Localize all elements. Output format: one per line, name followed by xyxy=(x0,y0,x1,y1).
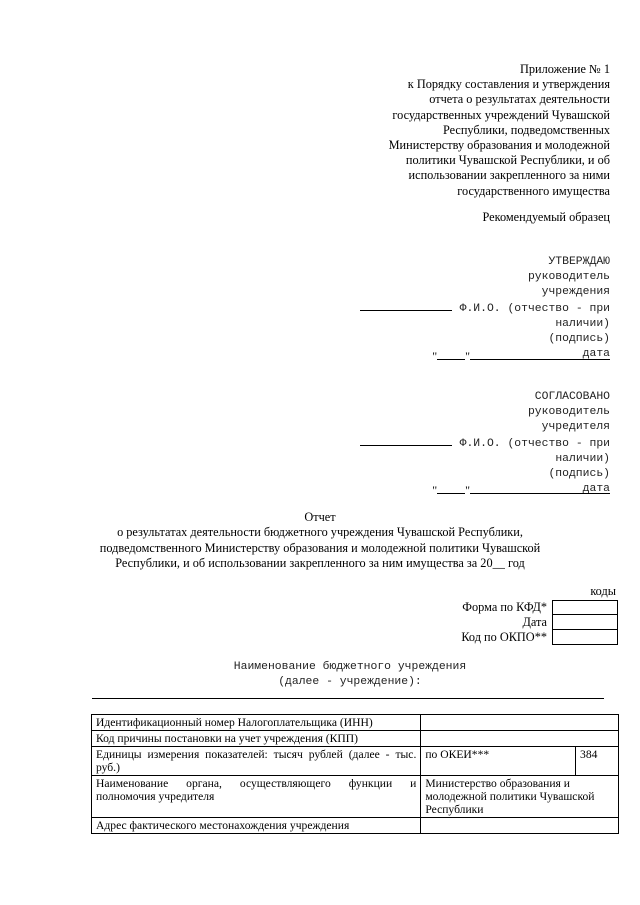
appendix-line: Приложение № 1 xyxy=(519,62,610,76)
okei-label: по ОКЕИ*** xyxy=(421,747,576,776)
approve-block xyxy=(310,255,610,362)
founder-label: Наименование органа, осуществляющего функции и полномочия учредителя xyxy=(92,776,421,818)
inn-value[interactable] xyxy=(421,715,619,731)
okei-code: 384 xyxy=(576,747,619,776)
address-label: Адрес фактического местонахождения учреждения xyxy=(92,818,421,834)
code-label: Дата xyxy=(522,614,547,629)
code-box[interactable] xyxy=(552,630,618,645)
institution-info-table xyxy=(91,714,619,834)
report-subtitle-line: Республики, и об использовании закрепленного за ним имущества за 20__ год xyxy=(115,556,525,571)
table-row xyxy=(92,818,619,834)
kpp-value[interactable] xyxy=(421,731,619,747)
agree-fio-note: наличии) xyxy=(555,453,610,465)
agree-date-label: дата xyxy=(582,483,610,495)
approve-fio-note: наличии) xyxy=(555,318,610,330)
approve-heading: УТВЕРЖДАЮ xyxy=(548,256,610,268)
appendix-line: государственных учреждений Чувашской xyxy=(392,107,610,122)
appendix-line: государственного имущества xyxy=(457,183,610,198)
code-row-kfd xyxy=(462,599,618,615)
approve-fio: Ф.И.О. (отчество - при xyxy=(459,303,610,315)
approve-fio-row xyxy=(310,300,610,317)
approve-date-line: " " xyxy=(432,348,610,364)
appendix-line: отчета о результатах деятельности xyxy=(429,92,610,107)
appendix-line: к Порядку составления и утверждения xyxy=(407,77,610,92)
appendix-line: использовании закрепленного за ними xyxy=(408,168,610,183)
signature-line xyxy=(360,300,452,311)
inn-label: Идентификационный номер Налогоплательщика (ИНН) xyxy=(92,715,421,731)
table-row xyxy=(92,731,619,747)
code-label: Форма по КФД* xyxy=(462,599,547,614)
table-row xyxy=(92,776,619,818)
report-subtitle-line: о результатах деятельности бюджетного учреждения Чувашской Республики, xyxy=(117,525,523,540)
agree-heading: СОГЛАСОВАНО xyxy=(534,391,610,403)
report-title: Отчет xyxy=(304,510,336,524)
code-row-date xyxy=(522,614,618,630)
table-row xyxy=(92,747,619,776)
agree-fio-row xyxy=(310,435,610,452)
recommended-sample-label: Рекомендуемый образец xyxy=(482,210,610,224)
agree-sign: (подпись) xyxy=(548,468,610,480)
table-row xyxy=(92,715,619,731)
agree-role: руководитель xyxy=(527,406,610,418)
codes-heading: коды xyxy=(590,584,616,598)
report-subtitle-line: подведомственного Министерству образования и молодежной политики Чувашской xyxy=(99,540,541,555)
agree-org: учредителя xyxy=(541,421,610,433)
kpp-label: Код причины постановки на учет учреждения (КПП) xyxy=(92,731,421,747)
institution-name-line[interactable] xyxy=(92,698,604,699)
appendix-line: политики Чувашской Республики, и об xyxy=(405,153,610,168)
founder-value: Министерство образования и молодежной политики Чувашской Республики xyxy=(421,776,619,818)
units-label: Единицы измерения показателей: тысяч рублей (далее - тыс. руб.) xyxy=(92,747,421,776)
institution-name-block xyxy=(200,660,500,690)
code-row-okpo xyxy=(461,629,618,645)
agree-fio: Ф.И.О. (отчество - при xyxy=(459,438,610,450)
code-label: Код по ОКПО** xyxy=(461,629,547,644)
appendix-line: Республики, подведомственных xyxy=(442,122,610,137)
agree-date-line: " " xyxy=(432,482,610,498)
approve-org: учреждения xyxy=(541,286,610,298)
institution-label: Наименование бюджетного учреждения xyxy=(233,661,467,673)
code-box[interactable] xyxy=(552,600,618,615)
address-value[interactable] xyxy=(421,818,619,834)
approve-role: руководитель xyxy=(527,271,610,283)
approve-date-label: дата xyxy=(582,348,610,360)
signature-line xyxy=(360,435,452,446)
report-title-block xyxy=(60,510,580,572)
appendix-block xyxy=(340,62,610,199)
approve-sign: (подпись) xyxy=(548,333,610,345)
agree-block xyxy=(310,390,610,497)
code-box[interactable] xyxy=(552,615,618,630)
appendix-line: Министерству образования и молодежной xyxy=(388,138,610,153)
institution-note: (далее - учреждение): xyxy=(278,676,422,688)
